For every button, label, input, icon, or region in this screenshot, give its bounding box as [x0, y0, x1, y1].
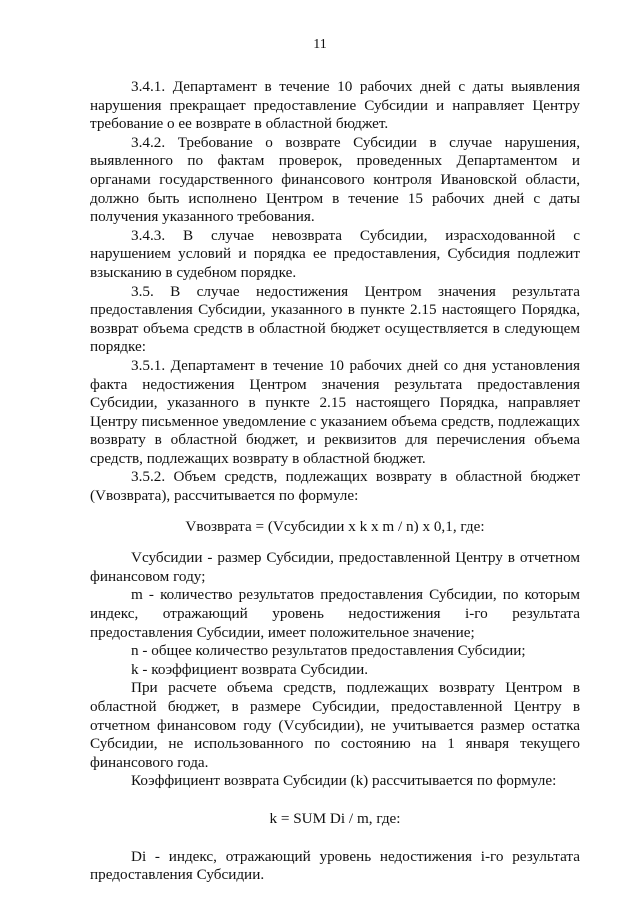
document-body: [90, 78, 580, 885]
paragraph-3-5: 3.5. В случае недостижения Центром значения результата предоставления Субсидии, указанного в пункте 2.15 настоящего Порядка, возврат объема средств в областной бюджет осуществляется в следующем порядке:: [90, 282, 580, 356]
definition-k: k - коэффициент возврата Субсидии.: [131, 660, 368, 678]
definition-v-subsidy: Vсубсидии - размер Субсидии, предоставленной Центру в отчетном финансовом году;: [90, 549, 580, 585]
paragraph-remainder-note: При расчете объема средств, подлежащих возврату Центром в областной бюджет, в размере Субсидии, предоставленной Центру в отчетном финансовом году (Vсубсидии), не учитывается размер остатка Субсидии, не использованного по состоянию на 1 января текущего финансового года.: [90, 679, 580, 771]
paragraph-3-5-2: 3.5.2. Объем средств, подлежащих возврату в областной бюджет (Vвозврата), рассчитывается по формуле:: [90, 468, 580, 505]
paragraph-k-formula-intro: Коэффициент возврата Субсидии (k) рассчитывается по формуле:: [131, 772, 557, 790]
formula-k: k = SUM Di / m, где:: [269, 809, 401, 827]
formula-v-return: Vвозврата = (Vсубсидии x k x m / n) x 0,1, где:: [185, 517, 485, 535]
definition-m: m - количество результатов предоставления Субсидии, по которым индекс, отражающий уровень недостижения i-го результата предоставления Субсидии, имеет положительное значение;: [90, 586, 580, 641]
paragraph-3-4-3: 3.4.3. В случае невозврата Субсидии, израсходованной с нарушением условий и порядка ее предоставления, Субсидия подлежит взысканию в судебном порядке.: [90, 226, 580, 281]
paragraph-3-5-1: 3.5.1. Департамент в течение 10 рабочих дней со дня установления факта недостижения Центром значения результата предоставления Субсидии, указанного в пункте 2.15 настоящего Порядка, направляет Центру письменное уведомление с указанием объема средств, подлежащих возврату в областной бюджет, и реквизитов для перечисления объема средств, подлежащих возврату в областной бюджет.: [90, 356, 580, 467]
definition-n: n - общее количество результатов предоставления Субсидии;: [131, 642, 526, 660]
paragraph-3-4-1: 3.4.1. Департамент в течение 10 рабочих дней с даты выявления нарушения прекращает предоставление Субсидии и направляет Центру требование о ее возврате в областной бюджет.: [90, 78, 580, 133]
page-number: 11: [313, 37, 327, 52]
paragraph-3-4-2: 3.4.2. Требование о возврате Субсидии в случае нарушения, выявленного по фактам проверок, проведенных Департаментом и органами государственного финансового контроля Ивановской области, должно быть исполнено Центром в течение 15 рабочих дней с даты получения указанного требования.: [90, 133, 580, 226]
definition-di: Di - индекс, отражающий уровень недостижения i-го результата предоставления Субсидии.: [90, 847, 580, 884]
